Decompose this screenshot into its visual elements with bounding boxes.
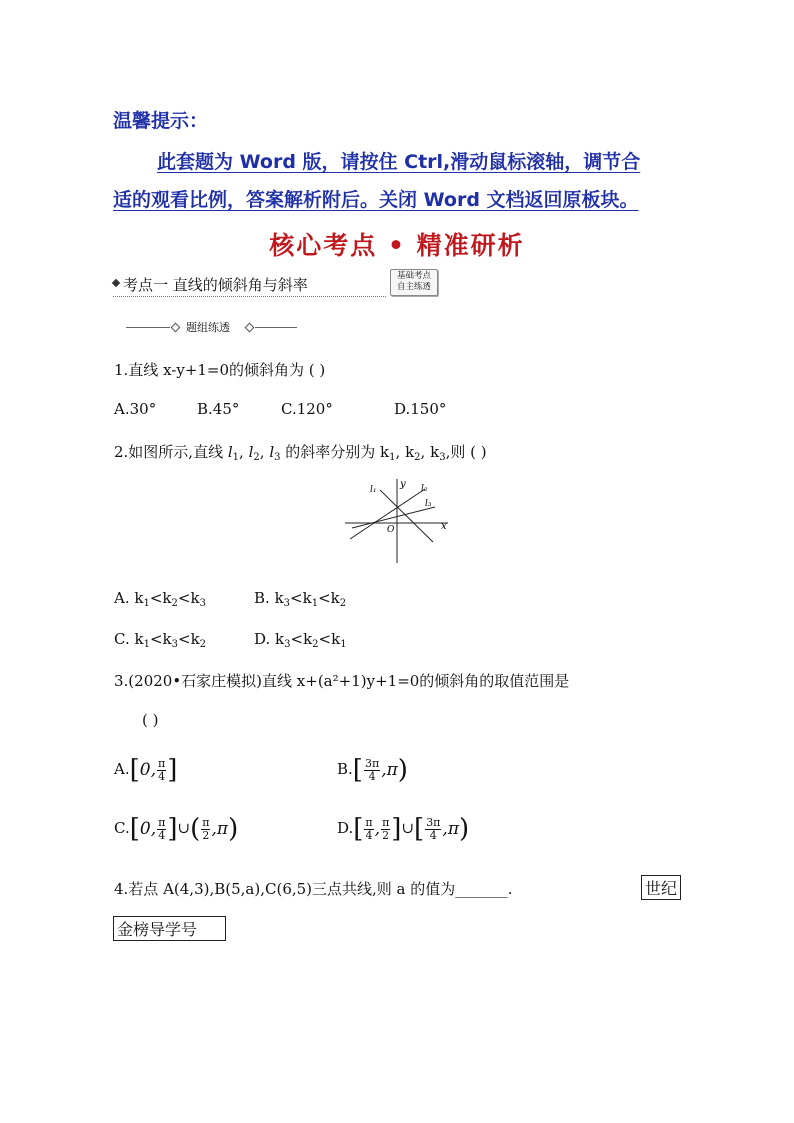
q2-option-c: C. $k_1<k_3<k_2$ (114, 630, 207, 650)
dotted-underline (113, 296, 386, 297)
q1-stem: 1.直线 x-y+1=0的倾斜角为 ( ) (114, 361, 326, 379)
q4-tag-century: 世纪 (641, 875, 681, 900)
group-title-line-left (126, 327, 170, 328)
q3-option-a: A.[0, $\frac{\pi}{4}$ ] (114, 755, 178, 785)
x-label: x (441, 521, 447, 532)
diamond-bullet-icon (112, 279, 120, 287)
kaodian-badge (390, 269, 438, 296)
diamond-left-icon (171, 323, 181, 333)
q1-option-c: C.120° (281, 400, 333, 418)
y-label: y (400, 479, 406, 490)
q2-option-a: A. $k_1<k_2<k_3$ (114, 589, 206, 609)
diamond-right-icon (245, 323, 255, 333)
kaodian-row (113, 270, 443, 298)
origin-label: O (387, 525, 395, 535)
q3-paren: ( ) (142, 711, 159, 729)
q4-stem: 4.若点 A(4,3),B(5,a),C(6,5)三点共线,则 a 的值为_______. (114, 880, 513, 898)
kaodian-label: 考点一 直线的倾斜角与斜率 (123, 276, 308, 294)
q3-option-c: C.[0, $\frac{\pi}{4}$ ]∪( $\frac{\pi}{2}$ ,π) (114, 814, 239, 844)
group-title-text: 题组练透 (186, 321, 230, 334)
q2-option-b: B. $k_3<k_1<k_2$ (254, 589, 347, 609)
tip-line-1: 此套题为 Word 版，请按住 Ctrl,滑动鼠标滚轴，调节合 (157, 151, 641, 173)
q3-option-b: B.[ $\frac{3\pi}{4}$ ,π) (337, 755, 408, 785)
frac-3pi-over-4: $\frac{3\pi}{4}$ (364, 756, 380, 783)
q3-stem: 3.(2020•石家庄模拟)直线 x+(a²+1)y+1=0的倾斜角的取值范围是 (114, 672, 570, 690)
q1-option-b: B.45° (197, 400, 240, 418)
q3-option-d: D.[ $\frac{\pi}{4}$ , $\frac{\pi}{2}$ ]∪[ $\frac{3\pi}{4}$ ,π) (337, 814, 470, 844)
tip-title: 温馨提示： (113, 110, 209, 132)
l3-label: l₃ (425, 499, 432, 509)
group-title (126, 318, 306, 336)
section-heading: 核心考点 • 精准研析 (269, 231, 525, 260)
tip-line-2: 适的观看比例，答案解析附后。关闭 Word 文档返回原板块。 (113, 189, 639, 211)
q2-option-d: D. $k_3<k_2<k_1$ (254, 630, 347, 650)
frac-pi-over-4: $\frac{\pi}{4}$ (158, 756, 166, 783)
badge-line-1: 基础考点 (396, 271, 431, 281)
q2-stem: 2.如图所示,直线 $l_1$, $l_2$, $l_3$ 的斜率分别为 $k_1$, $k_2$, $k_3$,则 ( ) (114, 443, 487, 463)
q2-figure (340, 476, 450, 566)
l2-label: l₂ (421, 484, 428, 494)
badge-line-2: 自主练透 (396, 282, 431, 292)
group-title-line-right (255, 327, 297, 328)
q4-tag-jinbang: 金榜导学号 (113, 916, 226, 941)
q1-option-a: A.30° (114, 400, 157, 418)
q1-option-d: D.150° (394, 400, 447, 418)
l1-label: l₁ (370, 485, 377, 495)
